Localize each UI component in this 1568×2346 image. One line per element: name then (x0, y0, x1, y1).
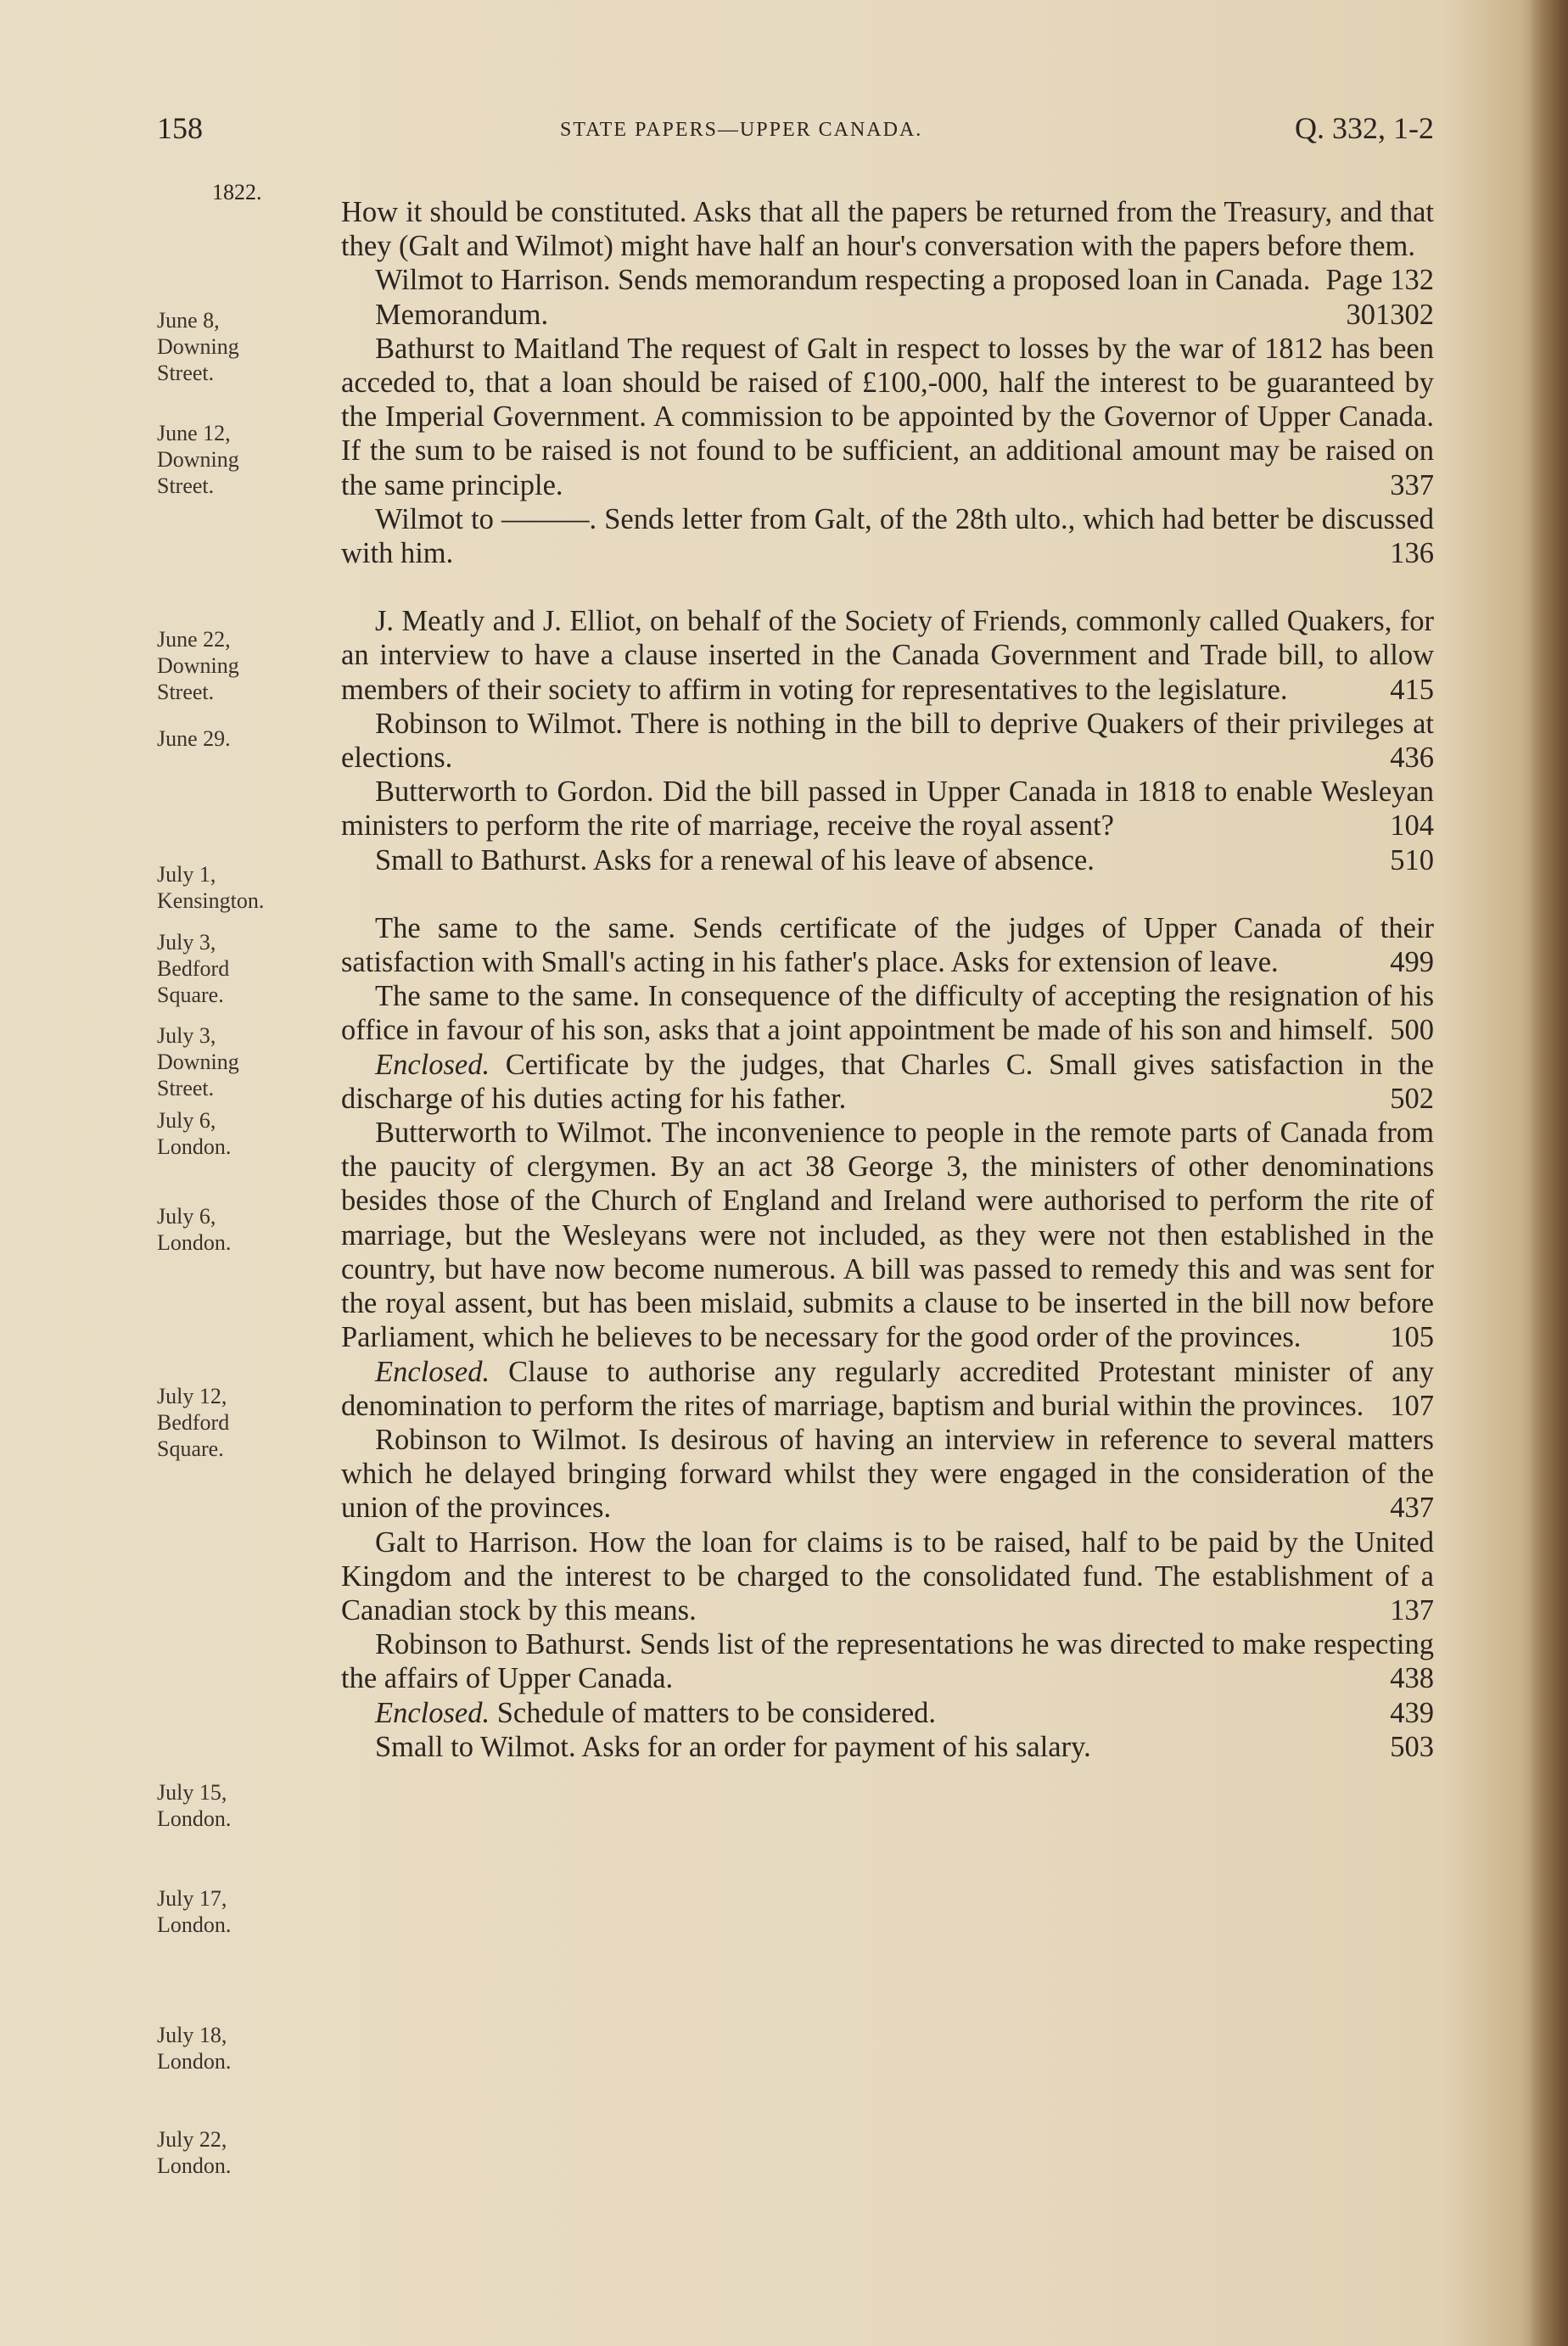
entry-page-ref: 438 (1390, 1662, 1434, 1695)
entry-text: Certificate by the judges, that Charles C. Small gives satisfaction in the discharge of his duties acting for his father. (341, 1048, 1434, 1115)
entry-page-ref: 500 (1390, 1014, 1434, 1047)
calendar-entry (341, 1355, 1434, 1423)
entry-page-ref: 510 (1390, 843, 1434, 876)
margin-date-note: June 8, Downing Street. (157, 308, 239, 385)
calendar-entry (341, 502, 1434, 570)
entry-text: Bathurst to Maitland The request of Galt in respect to losses by the war of 1812 has been acceded to, that a loan should be raised of £100,-000, half the interest to be guaranteed by the Imperial Government. A commission to be appointed by the Governor of Upper Canada. If the sum to be raised is not found to be sufficient, an additional amount may be raised on the same principle. (341, 332, 1434, 501)
entry-page-ref: 136 (1390, 537, 1434, 570)
calendar-entry (341, 1423, 1434, 1526)
entry-page-ref: 502 (1390, 1082, 1434, 1115)
calendar-entry (341, 1730, 1434, 1764)
entry-text: Butterworth to Wilmot. The inconvenience to people in the remote parts of Canada from the paucity of clergymen. By an act 38 George 3, the ministers of other denominations besides those of the Church of England and Ireland were authorised to perform the rite of marriage, but the Wesleyans were not included, as they were not then established in the country, but have now become numerous. A bill was passed to remedy this and was sent for the royal assent, but has been mislaid, submits a clause to be inserted in the bill now before Parliament, which he believes to be necessary for the good order of the provinces. (341, 1117, 1434, 1354)
calendar-entry (341, 707, 1434, 775)
entry-text: The same to the same. Sends certificate of the judges of Upper Canada of their satisfaction with Small's acting in his father's place. Asks for extension of leave. (341, 911, 1434, 979)
margin-date-note: July 15, London. (157, 1780, 232, 1831)
margin-date-note: July 17, London. (157, 1886, 232, 1937)
calendar-entries (341, 195, 1434, 1764)
margin-date-note: July 6, London. (157, 1204, 232, 1255)
volume-reference: Q. 332, 1-2 (1295, 111, 1434, 145)
calendar-entry (341, 979, 1434, 1047)
calendar-entry (341, 775, 1434, 843)
entry-text: Robinson to Wilmot. There is nothing in the bill to deprive Quakers of their privileges at elections. (341, 707, 1434, 775)
entry-text: Galt to Harrison. How the loan for claims is to be raised, half to be paid by the United Kingdom and the interest to be charged to the consolidated fund. The establishment of a Canadian stock by this means. (341, 1526, 1434, 1627)
margin-date-note: July 22, London. (157, 2127, 232, 2178)
margin-date-note: July 18, London. (157, 2023, 232, 2074)
margin-date-note: June 29. (157, 726, 231, 751)
entry-lead: Enclosed. (375, 1048, 490, 1081)
calendar-entry (341, 1526, 1434, 1628)
calendar-entry (341, 604, 1434, 707)
entry-text: Small to Bathurst. Asks for a renewal of his leave of absence. (375, 843, 1095, 876)
entry-text: J. Meatly and J. Elliot, on behalf of the Society of Friends, commonly called Quakers, for an interview to have a clause inserted in the Canada Government and Trade bill, to allow members of their society to affirm in voting for representatives to the legislature. (341, 605, 1434, 706)
entry-page-ref: 337 (1390, 468, 1434, 501)
entry-page-ref: 302 (1390, 298, 1434, 331)
calendar-entry (341, 1048, 1434, 1116)
calendar-entry (341, 1116, 1434, 1354)
calendar-entry (341, 843, 1434, 877)
calendar-entry (341, 298, 1434, 332)
book-spine-shadow (1529, 0, 1568, 2346)
margin-date-note: July 12, Bedford Square. (157, 1384, 230, 1461)
calendar-entry (341, 332, 1434, 502)
entry-page-ref: 104 (1390, 809, 1434, 843)
page-number: 158 (157, 111, 203, 145)
entry-lead: Enclosed. (375, 1355, 490, 1388)
margin-date-note: July 3, Bedford Square. (157, 930, 230, 1007)
entry-page-ref: 437 (1390, 1492, 1434, 1525)
calendar-entry (341, 1696, 1434, 1730)
margin-date-note: July 6, London. (157, 1108, 232, 1159)
margin-date-note: July 3, Downing Street. (157, 1023, 239, 1100)
running-title: STATE PAPERS—UPPER CANADA. (560, 119, 923, 141)
entry-text: Wilmot to Harrison. Sends memorandum respecting a proposed loan in Canada. (375, 264, 1311, 297)
entry-page-ref: 105 (1390, 1321, 1434, 1354)
entry-text: The same to the same. In consequence of the difficulty of accepting the resignation of his office in favour of his son, asks that a joint appointment be made of his son and himself. (341, 980, 1434, 1047)
entry-lead: Enclosed. (375, 1696, 490, 1729)
page-header (157, 110, 1434, 153)
margin-date-note: June 22, Downing Street. (157, 627, 239, 704)
entry-text: Schedule of matters to be considered. (496, 1696, 937, 1729)
entry-page-ref: Page 132 (1325, 264, 1434, 297)
entry-page-ref: 436 (1390, 742, 1434, 775)
entry-page-ref: 503 (1390, 1730, 1434, 1763)
calendar-entry (341, 1627, 1434, 1695)
entry-text: How it should be constituted. Asks that all the papers be returned from the Treasury, and that they (Galt and Wilmot) might have half an hour's conversation with the papers before them. (341, 196, 1434, 263)
year-note: 1822. (212, 180, 262, 204)
entry-text: Robinson to Wilmot. Is desirous of having an interview in reference to several matters which he delayed bringing forward whilst they were engaged in the consideration of the union of the provinces. (341, 1423, 1434, 1525)
entry-text: Wilmot to ———. Sends letter from Galt, of the 28th ulto., which had better be discussed with him. (341, 502, 1434, 570)
entry-text: Small to Wilmot. Asks for an order for payment of his salary. (375, 1730, 1091, 1763)
calendar-entry (341, 911, 1434, 979)
margin-date-note: July 1, Kensington. (157, 862, 265, 913)
entry-page-ref: 301 (1346, 298, 1391, 331)
entry-page-ref: 415 (1390, 673, 1434, 706)
margin-date-note: June 12, Downing Street. (157, 421, 239, 498)
entry-page-ref: 137 (1390, 1593, 1434, 1627)
entry-page-ref: 439 (1390, 1696, 1434, 1729)
entry-text: Butterworth to Gordon. Did the bill passed in Upper Canada in 1818 to enable Wesleyan ministers to perform the rite of marriage, receive the royal assent? (341, 775, 1434, 843)
entry-page-ref: 499 (1390, 946, 1434, 979)
entry-text: Clause to authorise any regularly accredited Protestant minister of any denomination to perform the rites of marriage, baptism and burial within the provinces. (341, 1355, 1435, 1422)
entry-text: Memorandum. (375, 298, 549, 331)
entry-page-ref: 107 (1390, 1389, 1434, 1422)
entry-text: Robinson to Bathurst. Sends list of the representations he was directed to make respecting the affairs of Upper Canada. (341, 1628, 1434, 1695)
